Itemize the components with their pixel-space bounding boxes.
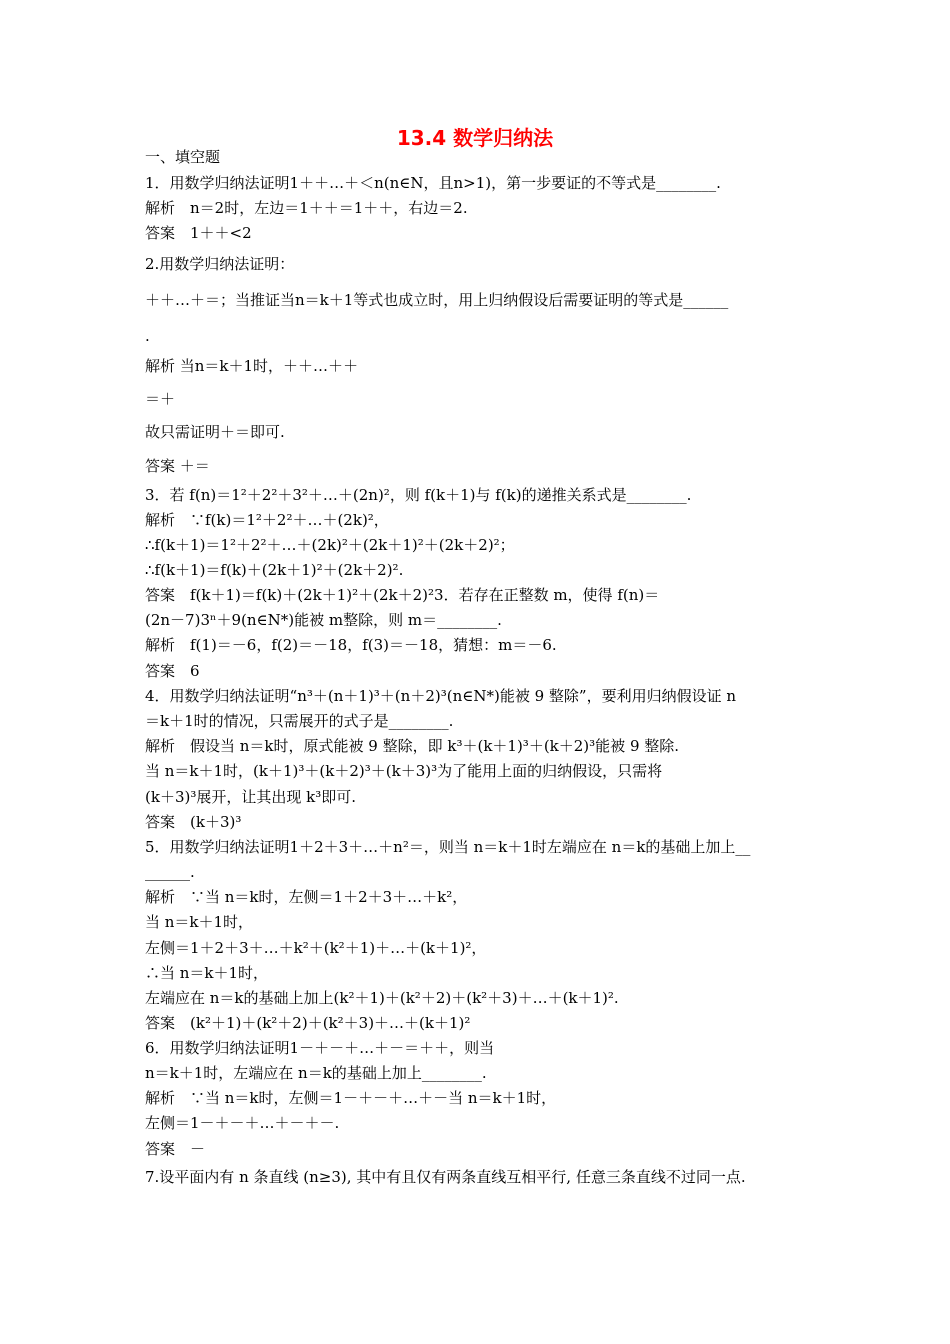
text-line: 3．若 f(n)＝1²＋2²＋3²＋…＋(2n)²，则 f(k＋1)与 f(k)的递推关系式是________. — [145, 486, 692, 504]
text-line: (2n－7)3ⁿ＋9(n∈N*)能被 m整除，则 m＝________. — [145, 611, 502, 629]
text-line: 答案 (k＋3)³ — [145, 813, 242, 831]
text-line: 解析 f(1)＝－6，f(2)＝－18，f(3)＝－18，猜想：m＝－6. — [145, 636, 557, 654]
text-line: ＝k＋1时的情况，只需展开的式子是________. — [145, 712, 454, 730]
text-line: 答案 ＋＝ — [145, 457, 210, 475]
text-line: ______. — [145, 863, 195, 881]
page-title: 13.4 数学归纳法 — [396, 126, 554, 150]
text-line: 2.用数学归纳法证明： — [145, 255, 295, 273]
text-line: 解析 ∵当 n＝k时，左侧＝1＋2＋3＋…＋k²， — [145, 888, 468, 906]
text-line: 答案 f(k＋1)＝f(k)＋(2k＋1)²＋(2k＋2)²3．若存在正整数 m，使得 f(n)＝ — [145, 586, 660, 604]
text-line: 当 n＝k＋1时， — [145, 913, 254, 931]
text-line: 左侧＝1＋2＋3＋…＋k²＋(k²＋1)＋…＋(k＋1)²， — [145, 939, 487, 957]
text-line: 解析 当n＝k＋1时，＋＋…＋＋ — [145, 357, 359, 375]
text-line: 答案 － — [145, 1140, 206, 1158]
text-line: 左侧＝1－＋－＋…＋－＋－. — [145, 1114, 340, 1132]
text-line: ∴f(k＋1)＝1²＋2²＋…＋(2k)²＋(2k＋1)²＋(2k＋2)²； — [145, 536, 515, 554]
text-line: 7.设平面内有 n 条直线 (n≥3), 其中有且仅有两条直线互相平行, 任意三条直线不过同一点. — [145, 1168, 746, 1186]
text-line: 1．用数学归纳法证明1＋＋…＋＜n(n∈N，且n>1)，第一步要证的不等式是________. — [145, 174, 721, 192]
text-line: ∴当 n＝k＋1时， — [145, 964, 269, 982]
text-line: 5．用数学归纳法证明1＋2＋3＋…＋n²＝，则当 n＝k＋1时左端应在 n＝k的基础上加上__ — [145, 838, 751, 856]
text-line: 解析 ∵当 n＝k时，左侧＝1－＋－＋…＋－当 n＝k＋1时， — [145, 1089, 557, 1107]
text-line: n＝k＋1时，左端应在 n＝k的基础上加上________. — [145, 1064, 487, 1082]
text-line: 答案 (k²＋1)＋(k²＋2)＋(k²＋3)＋…＋(k＋1)² — [145, 1014, 471, 1032]
text-line: 解析 假设当 n＝k时，原式能被 9 整除，即 k³＋(k＋1)³＋(k＋2)³能被 9 整除. — [145, 737, 680, 755]
text-line: 当 n＝k＋1时，(k＋1)³＋(k＋2)³＋(k＋3)³为了能用上面的归纳假设，只需将 — [145, 762, 663, 780]
text-line: 故只需证明＋＝即可. — [145, 423, 285, 441]
text-line: ＋＋…＋＝；当推证当n＝k＋1等式也成立时，用上归纳假设后需要证明的等式是______ — [145, 291, 729, 309]
section-heading: 一、填空题 — [145, 148, 221, 166]
text-line: (k＋3)³展开，让其出现 k³即可. — [145, 788, 356, 806]
text-line: 4．用数学归纳法证明“n³＋(n＋1)³＋(n＋2)³(n∈N*)能被 9 整除”，要利用归纳假设证 n — [145, 687, 737, 705]
text-line: 解析 ∵f(k)＝1²＋2²＋…＋(2k)²， — [145, 511, 389, 529]
text-line: . — [145, 327, 150, 345]
text-line: 解析 n＝2时，左边＝1＋＋＝1＋＋，右边＝2. — [145, 199, 468, 217]
text-line: 答案 1＋＋<2 — [145, 224, 252, 242]
text-line: 左端应在 n＝k的基础上加上(k²＋1)＋(k²＋2)＋(k²＋3)＋…＋(k＋1)². — [145, 989, 619, 1007]
text-line: ＝＋ — [145, 390, 176, 408]
text-line: 答案 6 — [145, 662, 200, 680]
text-line: ∴f(k＋1)＝f(k)＋(2k＋1)²＋(2k＋2)². — [145, 561, 404, 579]
text-line: 6．用数学归纳法证明1－＋－＋…＋－＝＋＋，则当 — [145, 1039, 495, 1057]
